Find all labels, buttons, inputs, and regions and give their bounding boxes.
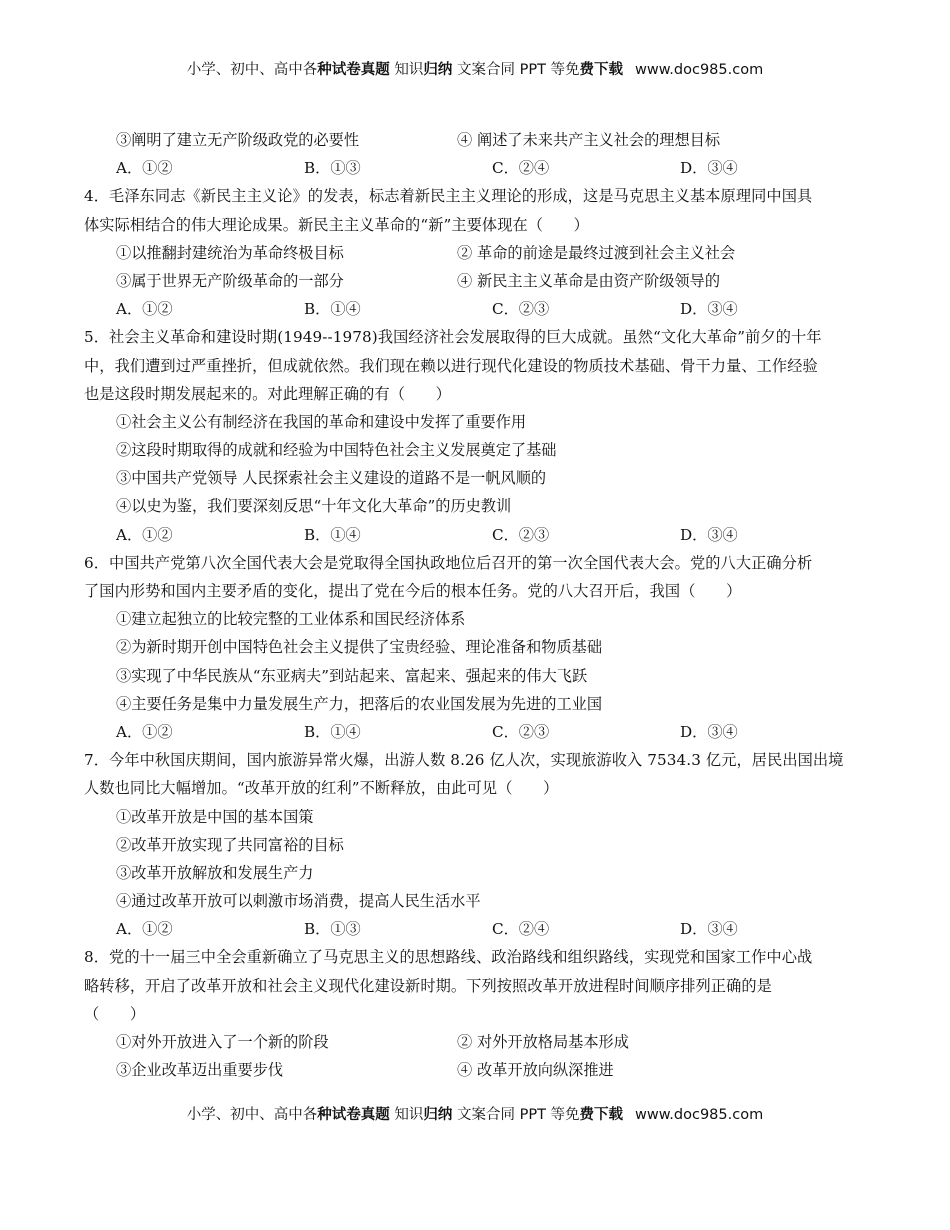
q8-statements-row: ③企业改革迈出重要步伐 ④ 改革开放向纵深推进 <box>116 1061 614 1080</box>
option-c: C．②④ <box>492 159 550 178</box>
q6-stem-line: 6．中国共产党第八次全国代表大会是党取得全国执政地位后召开的第一次全国代表大会。党的八大正确分析 <box>84 553 813 572</box>
q7-statement: ③改革开放解放和发展生产力 <box>116 863 314 882</box>
option-c: C．②③ <box>492 300 550 319</box>
site-url[interactable]: www.doc985.com <box>635 62 764 78</box>
q6-statement: ①建立起独立的比较完整的工业体系和国民经济体系 <box>116 610 466 629</box>
site-url[interactable]: www.doc985.com <box>635 1107 764 1123</box>
q6-statement: ②为新时期开创中国特色社会主义提供了宝贵经验、理论准备和物质基础 <box>116 638 602 657</box>
option-d: D．③④ <box>680 525 738 544</box>
q8-stem-line: 8．党的十一届三中全会重新确立了马克思主义的思想路线、政治路线和组织路线，实现党和国家工作中心战 <box>84 948 813 967</box>
footer-banner: 小学、初中、高中各种试卷真题 知识归纳 文案合同 PPT 等免费下载 www.doc985.com <box>186 1107 764 1123</box>
option-c: C．②③ <box>492 525 550 544</box>
q6-stem-line: 了国内形势和国内主要矛盾的变化，提出了党在今后的根本任务。党的八大召开后，我国（ ） <box>84 582 742 600</box>
option-b: B．①④ <box>304 300 361 319</box>
q6-options <box>84 718 874 746</box>
q5-options <box>84 521 874 549</box>
option-d: D．③④ <box>680 159 738 178</box>
header-banner: 小学、初中、高中各种试卷真题 知识归纳 文案合同 PPT 等免费下载 www.doc985.com <box>186 62 764 78</box>
option-b: B．①④ <box>304 525 361 544</box>
option-d: D．③④ <box>680 920 738 939</box>
option-c: C．②③ <box>492 722 550 741</box>
q3-options <box>84 154 874 182</box>
q4-statements-row: ①以推翻封建统治为革命终极目标 ② 革命的前途是最终过渡到社会主义社会 <box>116 243 736 262</box>
option-c: C．②④ <box>492 920 550 939</box>
q5-statement: ①社会主义公有制经济在我国的革命和建设中发挥了重要作用 <box>116 412 527 431</box>
q8-stem-line: （ ） <box>84 1004 146 1023</box>
q5-stem-line: 5．社会主义革命和建设时期(1949--1978)我国经济社会发展取得的巨大成就。虽然“文化大革命”前夕的十年 <box>84 328 822 347</box>
option-b: B．①④ <box>304 722 361 741</box>
q4-stem-line: 4．毛泽东同志《新民主主义论》的发表，标志着新民主主义理论的形成，这是马克思主义基本原理同中国具 <box>84 187 813 206</box>
q5-statement: ③中国共产党领导 人民探索社会主义建设的道路不是一帆风顺的 <box>116 469 547 488</box>
option-a: A．①② <box>116 920 173 939</box>
q5-statement: ②这段时期取得的成就和经验为中国特色社会主义发展奠定了基础 <box>116 441 557 460</box>
q6-statement: ④主要任务是集中力量发展生产力，把落后的农业国发展为先进的工业国 <box>116 694 602 713</box>
q8-statements-row: ①对外开放进入了一个新的阶段 ② 对外开放格局基本形成 <box>116 1033 629 1051</box>
q7-statement: ②改革开放实现了共同富裕的目标 <box>116 835 344 854</box>
q5-stem-line: 也是这段时期发展起来的。对此理解正确的有（ ） <box>84 384 451 403</box>
option-b: B．①③ <box>304 920 361 939</box>
q7-statement: ④通过改革开放可以刺激市场消费，提高人民生活水平 <box>116 892 481 911</box>
q4-statements-row: ③属于世界无产阶级革命的一部分 ④ 新民主主义革命是由资产阶级领导的 <box>116 271 721 290</box>
q7-options <box>84 915 874 943</box>
q5-statement: ④以史为鉴，我们要深刻反思“十年文化大革命”的历史教训 <box>116 497 512 516</box>
q5-stem-line: 中，我们遭到过严重挫折，但成就依然。我们现在赖以进行现代化建设的物质技术基础、骨干力量、工作经验 <box>84 356 818 375</box>
option-a: A．①② <box>116 525 173 544</box>
q7-stem-line: 7．今年中秋国庆期间，国内旅游异常火爆，出游人数 8.26 亿人次，实现旅游收入 7534.3 亿元，居民出国出境 <box>84 751 844 770</box>
q3-statements-row: ③阐明了建立无产阶级政党的必要性 ④ 阐述了未来共产主义社会的理想目标 <box>116 131 721 149</box>
option-d: D．③④ <box>680 722 738 741</box>
option-a: A．①② <box>116 722 173 741</box>
exam-content <box>84 126 874 1084</box>
option-a: A．①② <box>116 300 173 319</box>
option-d: D．③④ <box>680 300 738 319</box>
q7-stem-line: 人数也同比大幅增加。“改革开放的红利”不断释放，由此可见（ ） <box>84 779 559 798</box>
q4-stem-line: 体实际相结合的伟大理论成果。新民主主义革命的“新”主要体现在（ ） <box>84 215 589 234</box>
q4-options <box>84 295 874 323</box>
q8-stem-line: 略转移，开启了改革开放和社会主义现代化建设新时期。下列按照改革开放进程时间顺序排列正确的是 <box>84 976 772 995</box>
option-b: B．①③ <box>304 159 361 178</box>
option-a: A．①② <box>116 159 173 178</box>
q6-statement: ③实现了中华民族从“东亚病夫”到站起来、富起来、强起来的伟大飞跃 <box>116 666 588 685</box>
q7-statement: ①改革开放是中国的基本国策 <box>116 807 314 826</box>
